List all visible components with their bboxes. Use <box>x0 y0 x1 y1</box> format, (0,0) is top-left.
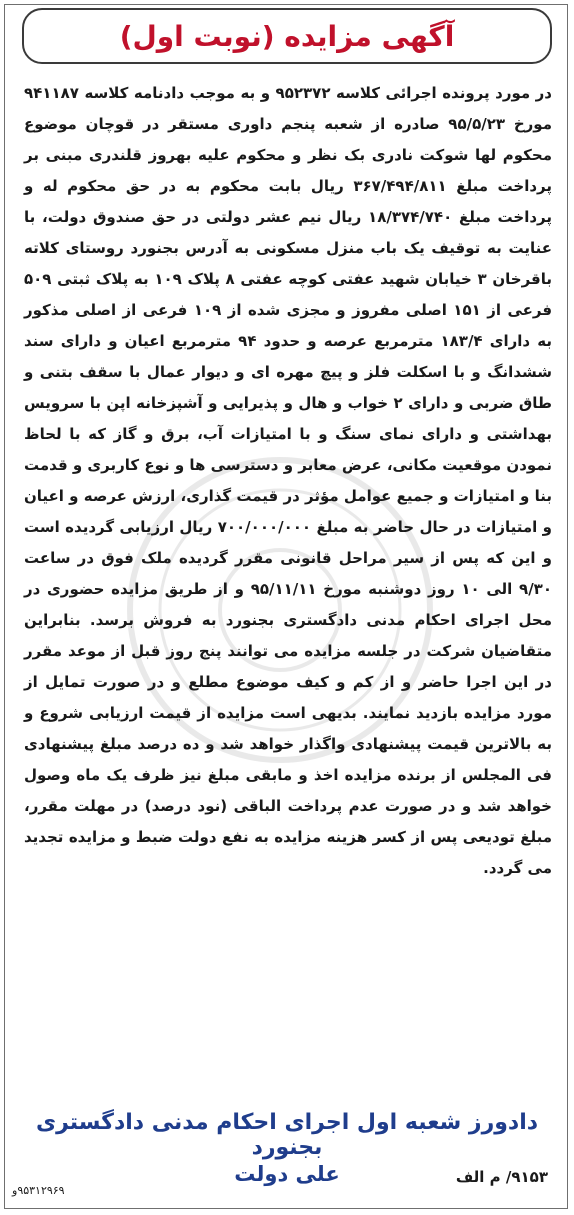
notice-title: آگهی مزایده (نوبت اول) <box>119 19 455 53</box>
signature-office: دادورز شعبه اول اجرای احکام مدنی دادگستری بجنورد <box>35 1110 539 1160</box>
reference-code: ۹۱۵۳/ م الف <box>455 1168 548 1186</box>
tracking-code: ۹۵۳۱۲۹۶۹و <box>12 1184 65 1197</box>
notice-body: در مورد پرونده اجرائی کلاسه ۹۵۲۳۷۲ و به موجب دادنامه کلاسه ۹۴۱۱۸۷ مورخ ۹۵/۵/۲۳ صادره از شعبه پنجم داوری مستقر در قوچان موضوع محکوم لها شوکت نادری بک نظر و محکوم علیه بهروز قلندری مبنی بر پرداخت مبلغ ۳۶۷/۴۹۴/۸۱۱ ریال بابت محکوم به در حق محکوم له و پرداخت مبلغ ۱۸/۳۷۴/۷۴۰ ریال نیم عشر دولتی در حق صندوق دولت، با عنایت به توقیف یک باب منزل مسکونی به آدرس بجنورد روستای کلاته باقرخان ۳ خیابان شهید عفتی کوچه عفتی ۸ پلاک ۱۰۹ به پلاک ثبتی ۵۰۹ فرعی از ۱۵۱ اصلی مفروز و مجزی شده از ۱۰۹ فرعی از اصلی مذکور به دارای ۱۸۳/۴ مترمربع عرصه و حدود ۹۴ مترمربع اعیان و دارای سند ششدانگ و با اسکلت فلز و پیچ مهره ای و دیوار عمال با سقف بتنی و طاق ضربی و دارای ۲ خواب و هال و پذیرایی و آشپزخانه اپن با سرویس بهداشتی و دارای نمای سنگ و با امتیازات آب، برق و گاز که با لحاظ نمودن موقعیت مکانی، عرض معابر و دسترسی ها و نوع کاربری و قدمت بنا و امتیازات و جمیع عوامل مؤثر در قیمت گذاری، ارزش عرصه و اعیان و امتیازات در حال حاضر به مبلغ ۷۰۰/۰۰۰/۰۰۰ ریال ارزیابی گردیده است و این که پس از سیر مراحل قانونی مقرر گردیده ملک فوق در ساعت ۹/۳۰ الی ۱۰ روز دوشنبه مورخ ۹۵/۱۱/۱۱ و از طریق مزایده حضوری در محل اجرای احکام مدنی دادگستری بجنورد به فروش برسد. بنابراین متقاضیان شرکت در جلسه مزایده می توانند پنج روز قبل از موعد مقرر در این اجرا حاضر و از کم و کیف موضوع مطلع و در صورت تمایل از مورد مزایده بازدید نمایند. بدیهی است مزایده از قیمت ارزیابی شروع و به بالاترین قیمت پیشنهادی واگذار خواهد شد و ده درصد مبلغ پیشنهادی فی المجلس از برنده مزایده اخذ و مابقی مبلغ نیز ظرف یک ماه وصول خواهد شد و در صورت عدم پرداخت الباقی (نود درصد) در مهلت مقرر، مبلغ تودیعی پس از کسر هزینه مزایده به نفع دولت ضبط و مزایده تجدید می گردد. <box>24 84 553 877</box>
signature-name: علی دولت <box>234 1162 340 1186</box>
title-box <box>22 8 552 64</box>
